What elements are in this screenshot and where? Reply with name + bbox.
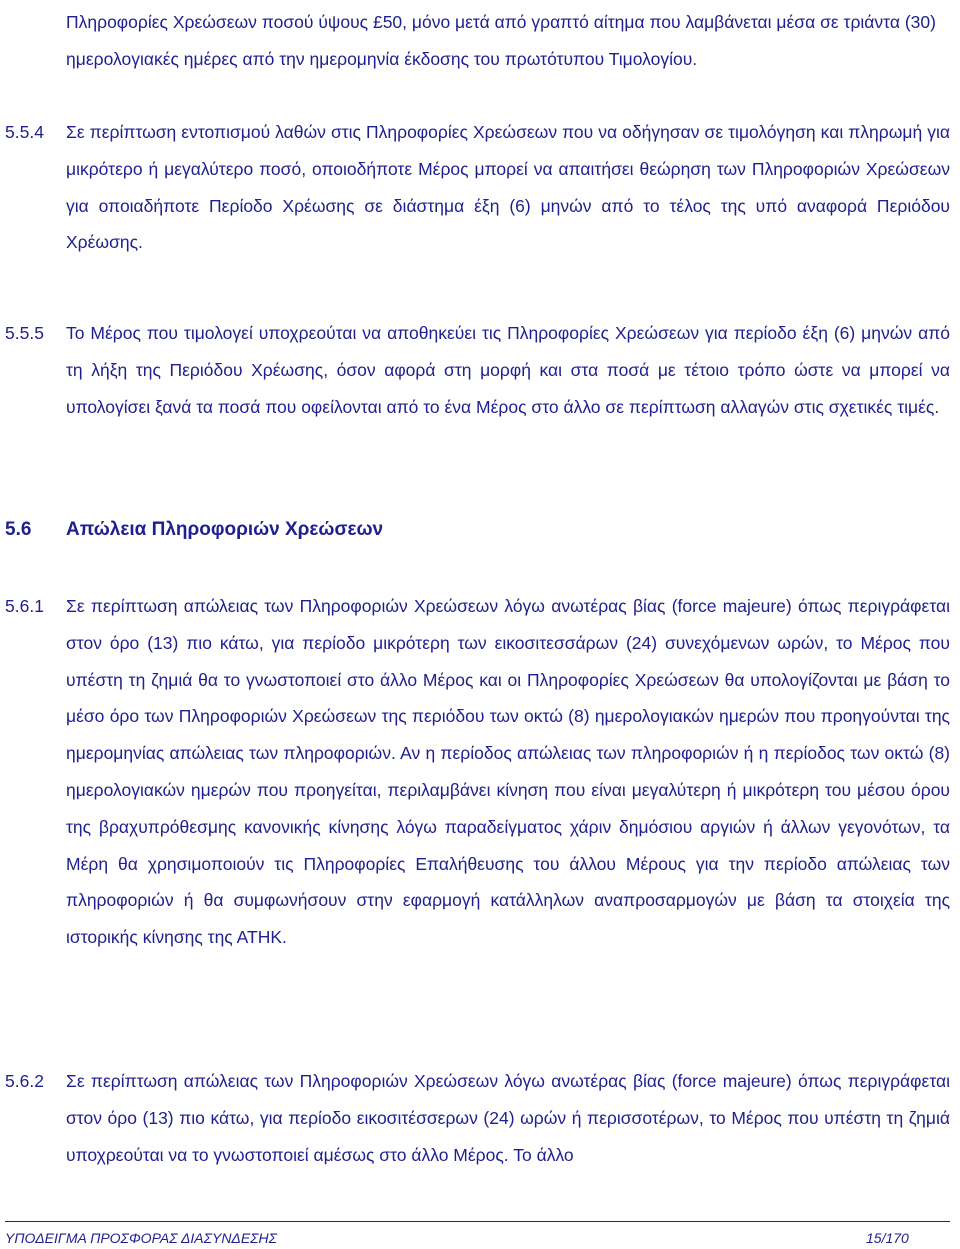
- section-heading-title: Απώλεια Πληροφοριών Χρεώσεων: [66, 519, 384, 540]
- clause-text-5-5-5: Το Μέρος που τιμολογεί υποχρεούται να αποθηκεύει τις Πληροφορίες Χρεώσεων για περίοδο έξη (6) μηνών από τη λήξη της Περιόδου Χρέωσης, όσον αφορά στη μορφή και στα ποσά με τέτοιο τρόπο ώστε να μπορεί να υπολογίσει ξανά τα ποσά που οφείλονται από το ένα Μέρος στο άλλο σε περίπτωση αλλαγών στις σχετικές τιμές.: [66, 323, 950, 417]
- clause-text-5-5-4: Σε περίπτωση εντοπισμού λαθών στις Πληροφορίες Χρεώσεων που να οδήγησαν σε τιμολόγηση και πληρωμή για μικρότερο ή μεγαλύτερο ποσό, οποιοδήποτε Μέρος μπορεί να απαιτήσει θεώρηση των Πληροφοριών Χρεώσεων για οποιαδήποτε Περίοδο Χρέωσης σε διάστημα έξη (6) μηνών από το τέλος της υπό αναφορά Περιόδου Χρέωσης.: [66, 122, 950, 253]
- clause-text-5-6-2: Σε περίπτωση απώλειας των Πληροφοριών Χρεώσεων λόγω ανωτέρας βίας (force majeure) όπως περιγράφεται στον όρο (13) πιο κάτω, για περίοδο εικοσιτέσσερων (24) ωρών ή περισσοτέρων, το Μέρος που υπέστη τη ζημιά υποχρεούται να το γνωστοποιεί αμέσως στο άλλο Μέρος. Το άλλο: [66, 1071, 950, 1165]
- clause-number-5-5-4: 5.5.4: [5, 122, 44, 142]
- clause-number-5-5-5: 5.5.5: [5, 323, 44, 343]
- clause-text-5-6-1: Σε περίπτωση απώλειας των Πληροφοριών Χρεώσεων λόγω ανωτέρας βίας (force majeure) όπως περιγράφεται στον όρο (13) πιο κάτω, για περίοδο μικρότερη των εικοσιτεσσάρων (24) συνεχόμενων ωρών, το Μέρος που υπέστη τη ζημιά θα το γνωστοποιεί στο άλλο Μέρος και οι Πληροφορίες Χρεώσεων θα υπολογίζονται με βάση το μέσο όρο των Πληροφοριών Χρεώσεων της περιόδου των οκτώ (8) ημερολογιακών ημερών που προηγούνται της ημερομηνίας απώλειας των πληροφοριών. Αν η περίοδος απώλειας των πληροφοριών ή η περίοδος των οκτώ (8) ημερολογιακών ημερών που προηγείται, περιλαμβάνει κίνηση που είναι μεγαλύτερη ή μικρότερη του μέσου όρου της βραχυπρόθεσμης κανονικής κίνησης λόγω παραδείγματος χάριν δημόσιου αργιών ή άλλων γεγονότων, τα Μέρη θα χρησιμοποιούν τις Πληροφορίες Επαλήθευσης του άλλου Μέρους για την περίοδο απώλειας των πληροφοριών ή θα συμφωνήσουν στην εφαρμογή κατάλληλων αναπροσαρμογών με βάση τα στοιχεία της ιστορικής κίνησης της ΑΤΗΚ.: [66, 596, 950, 948]
- footer-page-number: 15/170: [866, 1230, 909, 1246]
- clause-number-5-6-1: 5.6.1: [5, 596, 44, 616]
- paragraph-intro: Πληροφορίες Χρεώσεων ποσού ύψους £50, μόνο μετά από γραπτό αίτημα που λαμβάνεται μέσα σε τριάντα (30) ημερολογιακές ημέρες από την ημερομηνία έκδοσης του πρωτότυπου Τιμολογίου.: [66, 12, 936, 69]
- clause-number-5-6-2: 5.6.2: [5, 1071, 44, 1091]
- footer-document-title: ΥΠΟΔΕΙΓΜΑ ΠΡΟΣΦΟΡΑΣ ΔΙΑΣΥΝΔΕΣΗΣ: [5, 1230, 278, 1246]
- footer-divider: [5, 1221, 950, 1222]
- section-heading-number: 5.6: [5, 519, 32, 540]
